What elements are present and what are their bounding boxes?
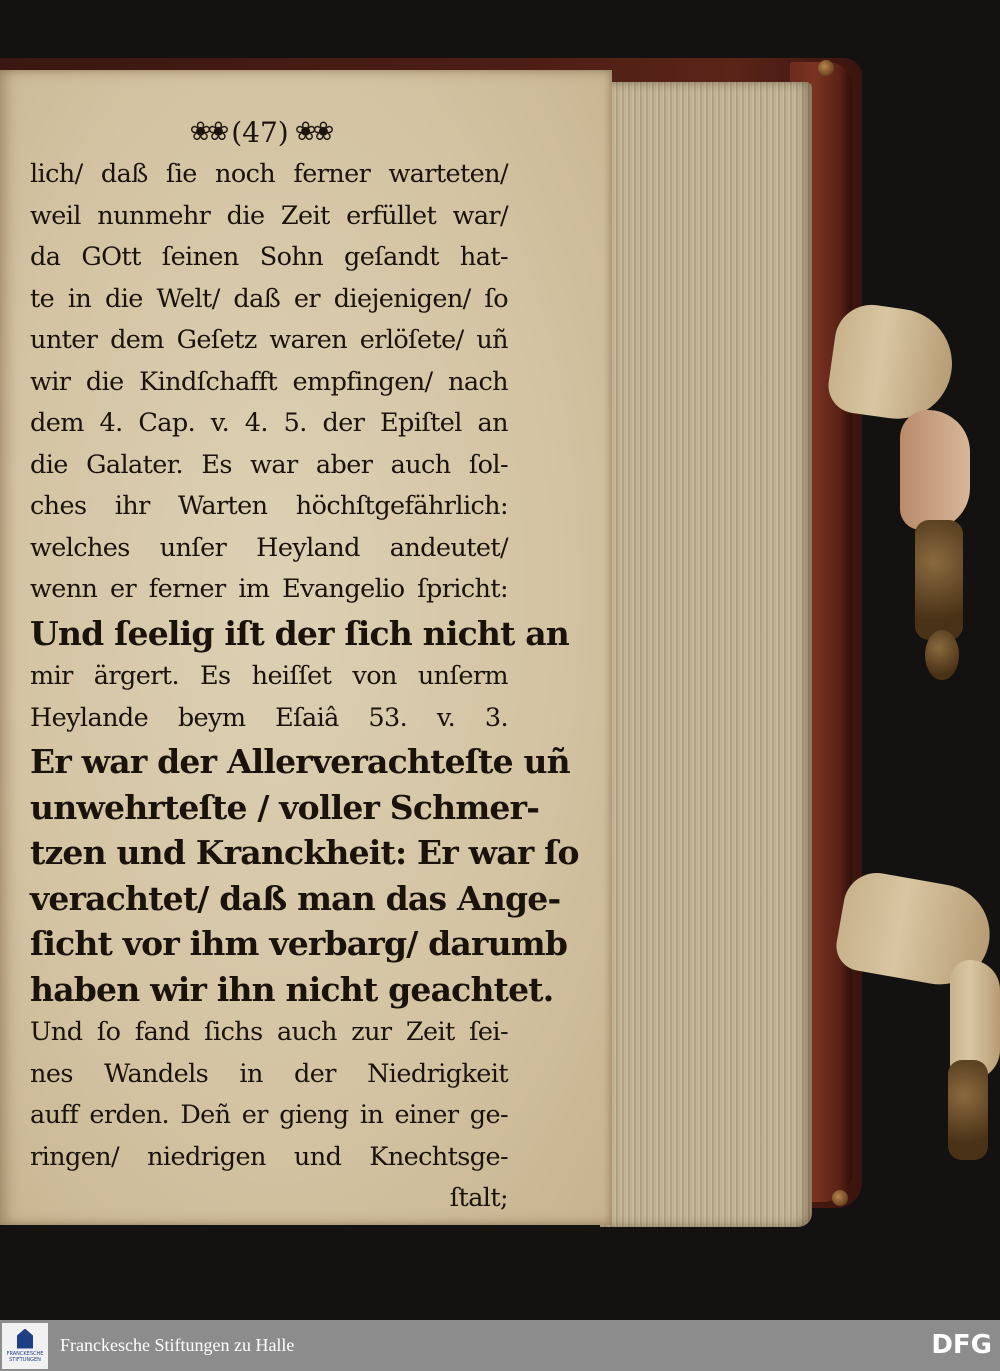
text-line: welches unſer Heyland andeutet/	[30, 532, 508, 563]
page-body-text	[30, 154, 579, 1220]
clasp-strap-upper-end	[900, 410, 970, 530]
house-icon	[17, 1329, 33, 1349]
text-line: mir ärgert. Es heiſſet von unſerm	[30, 661, 508, 691]
logo-text-line-1: FRANCKESCHE	[6, 1350, 44, 1357]
text-line: Und ſo fand ſichs auch zur Zeit ſei-	[30, 1017, 508, 1047]
footer-bar	[0, 1320, 1000, 1371]
text-line: unwehrteſte / voller Schmer-	[30, 787, 540, 827]
printed-page	[0, 70, 612, 1225]
text-line: nes Wandels in der Niedrigkeit	[30, 1058, 508, 1089]
text-line: ches ihr Warten höchſtgefährlich:	[30, 491, 508, 521]
ornament-right-icon: ❀❀	[294, 117, 331, 147]
text-line: auff erden. Deñ er gieng in einer ge-	[30, 1100, 508, 1130]
clasp-strap-upper	[825, 300, 959, 426]
institution-name: Franckesche Stiftungen zu Halle	[60, 1335, 295, 1355]
text-line: dem 4. Cap. v. 4. 5. der Epiſtel an	[30, 408, 508, 438]
text-line: Heylande beym Eſaiâ 53. v. 3.	[30, 702, 508, 733]
text-line: wenn er ferner im Evangelio ſpricht:	[30, 574, 508, 604]
text-line: ſtalt;	[449, 1183, 508, 1213]
cover-nail	[832, 1190, 848, 1206]
page-block-edge	[600, 82, 812, 1227]
text-line: te in die Welt/ daß er diejenigen/ ſo	[30, 283, 508, 314]
cover-nail	[818, 60, 834, 76]
metal-clasp-upper	[915, 520, 963, 640]
text-line: haben wir ihn nicht geachtet.	[30, 969, 554, 1009]
text-line: die Galater. Es war aber auch ſol-	[30, 449, 508, 480]
logo-text-line-2: STIFTUNGEN	[9, 1356, 41, 1363]
text-line: ringen/ niedrigen und Knechtsge-	[30, 1141, 508, 1172]
text-line: ſicht vor ihm verbarg/ darumb	[30, 924, 568, 963]
text-line: tzen und Kranckheit: Er war ſo	[30, 833, 579, 872]
page-number: (47)	[231, 115, 289, 149]
text-line: Er war der Allerverachteſte uñ	[30, 742, 570, 781]
text-line: da GOtt ſeinen Sohn geſandt hat-	[30, 242, 508, 272]
text-line: lich/ daß ſie noch ferner warteten/	[30, 159, 508, 189]
text-line: wir die Kindſchafft empfingen/ nach	[30, 366, 508, 397]
ornament-left-icon: ❀❀	[189, 117, 226, 147]
clasp-ring-upper	[925, 630, 959, 680]
franckesche-logo[interactable]	[2, 1323, 48, 1369]
text-line: unter dem Geſetz waren erlöſete/ uñ	[30, 325, 508, 355]
text-line: Und ſeelig iſt der ſich nicht an	[30, 613, 569, 653]
page-header	[150, 110, 370, 154]
dfg-logo[interactable]: DFG	[931, 1330, 992, 1360]
text-line: verachtet/ daß man das Ange-	[30, 878, 561, 918]
metal-clasp-lower	[948, 1060, 988, 1160]
text-line: weil nunmehr die Zeit erfüllet war/	[30, 200, 508, 231]
